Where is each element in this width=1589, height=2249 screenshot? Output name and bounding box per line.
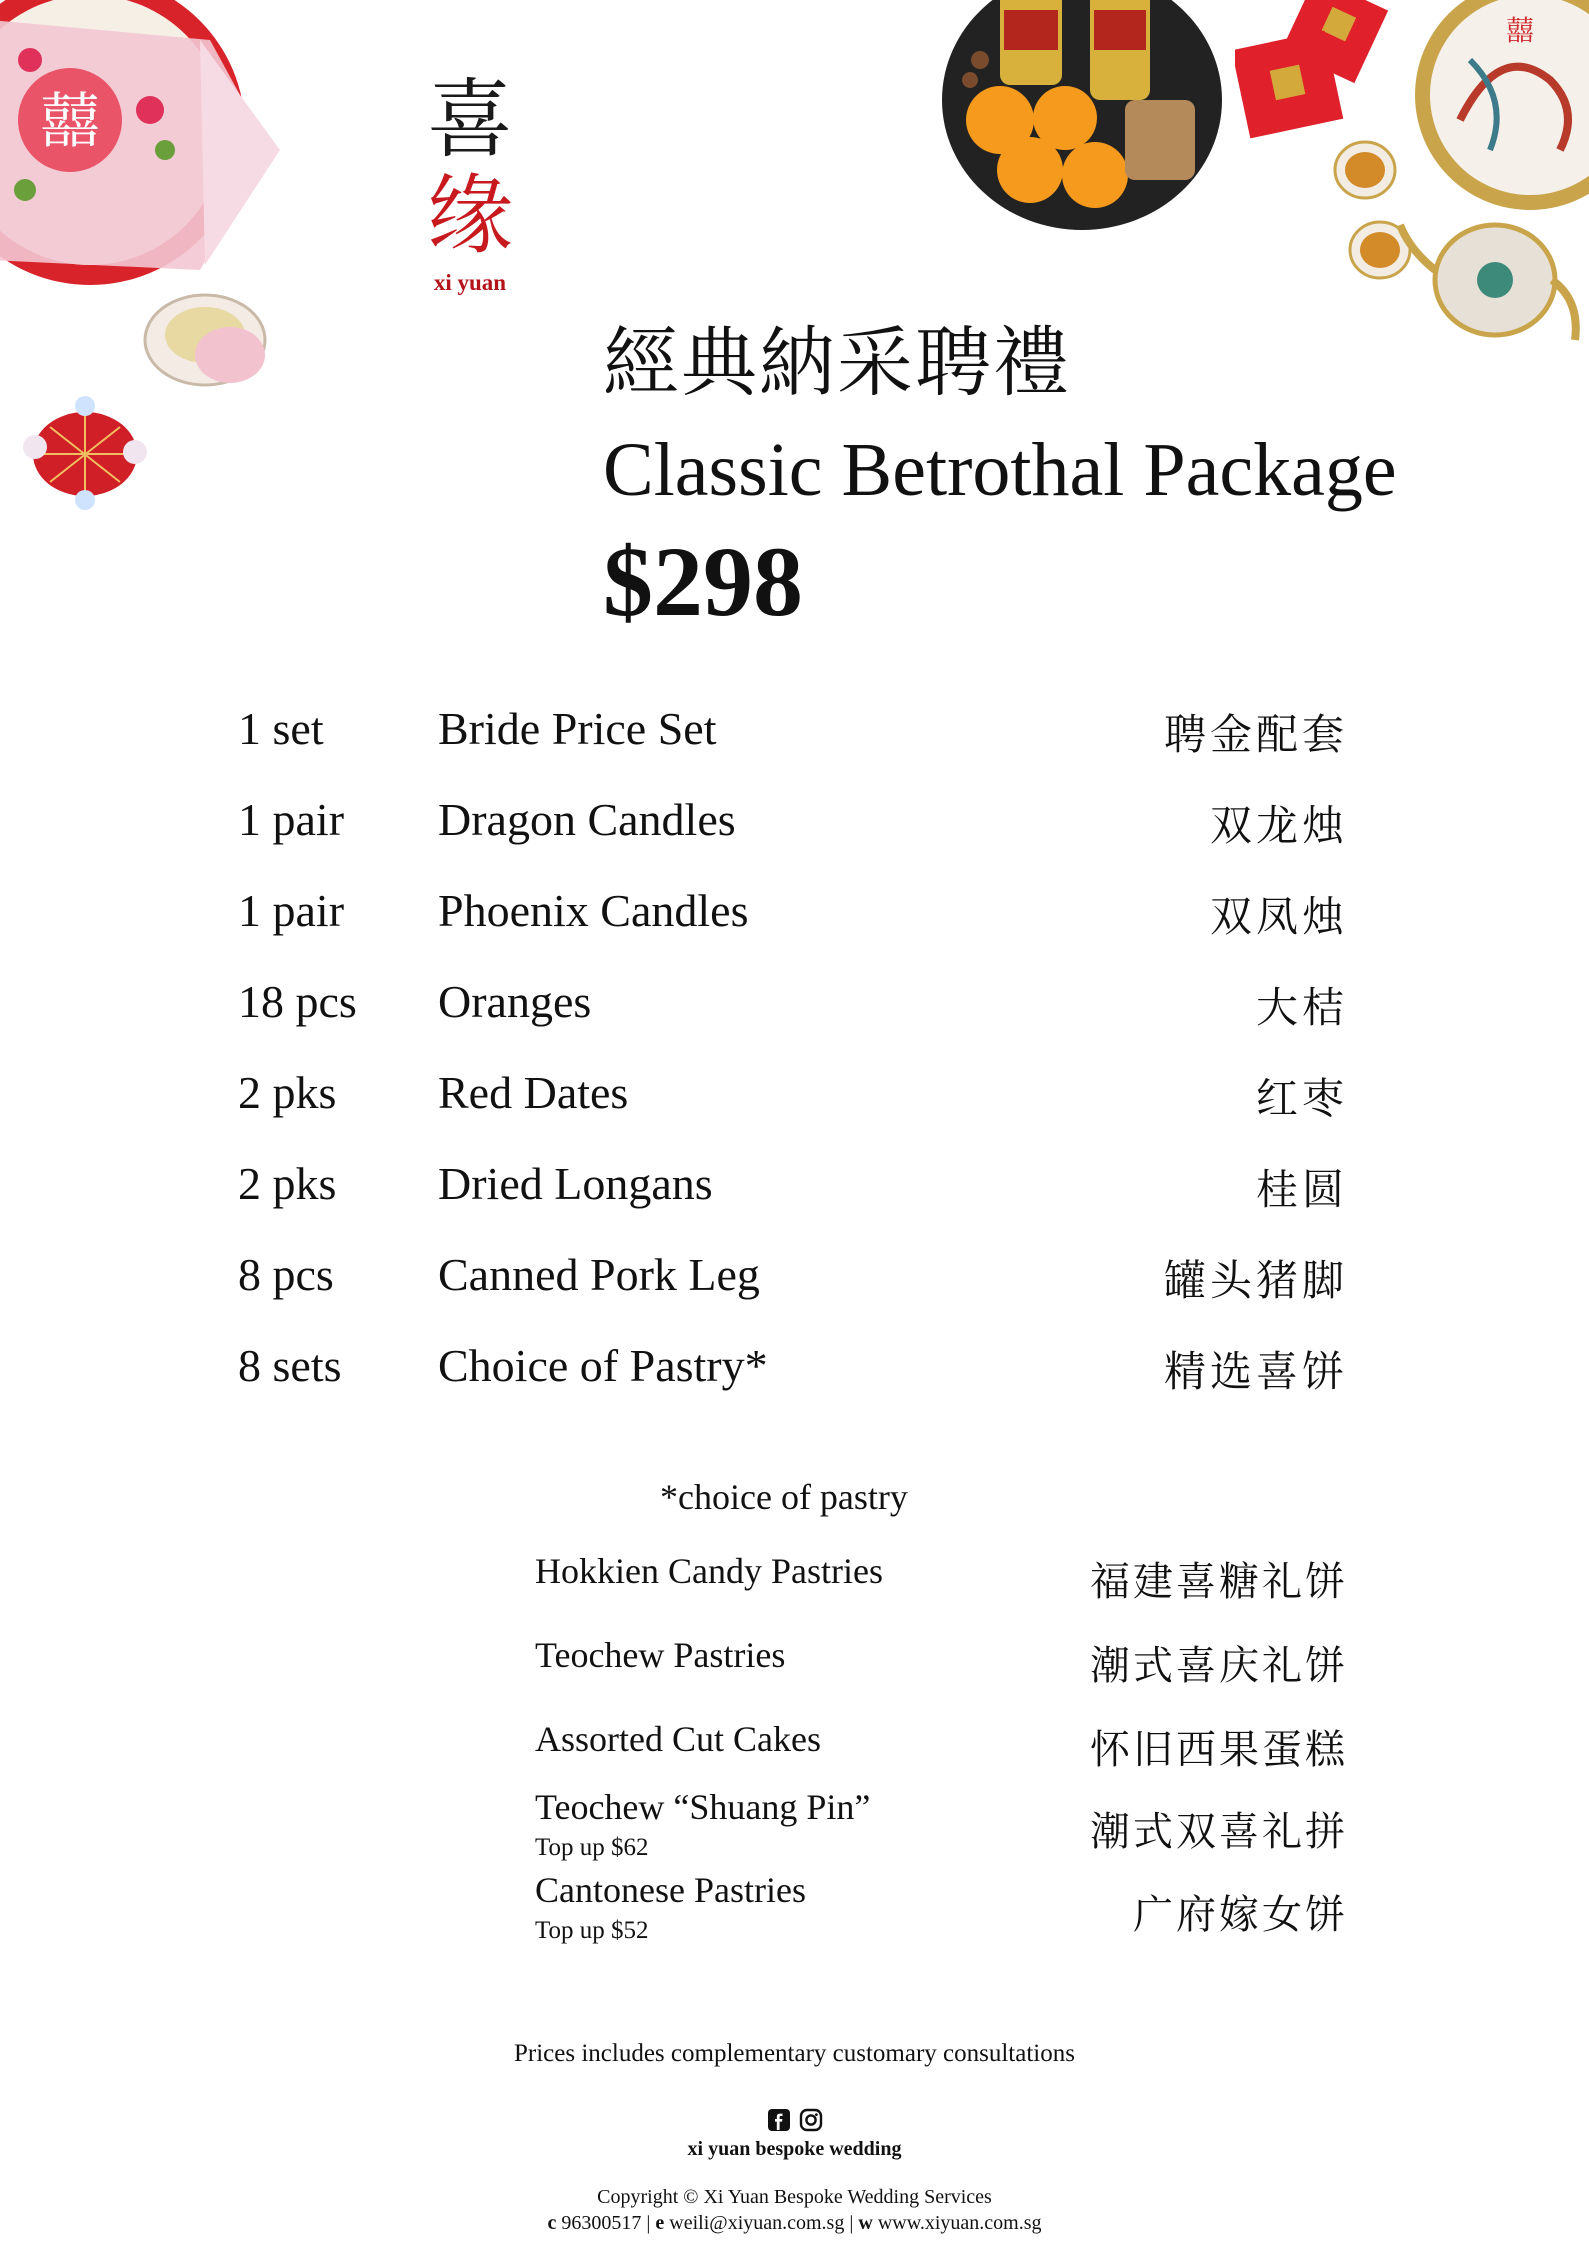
item-chinese: 精选喜饼: [1163, 1347, 1348, 1396]
item-qty: 8 pcs: [238, 1249, 334, 1300]
phone-number[interactable]: 96300517: [561, 2212, 642, 2234]
teapot-illustration: [1320, 130, 1589, 360]
item-chinese: 桂圆: [1255, 1165, 1348, 1214]
pastry-name: Hokkien Candy Pastries: [535, 1551, 883, 1591]
logo-char-top: 喜: [427, 70, 513, 170]
item-qty: 2 pks: [238, 1067, 337, 1118]
item-name: Dragon Candles: [438, 794, 736, 845]
list-item: [238, 793, 1348, 863]
logo-text: xi yuan: [433, 270, 507, 295]
item-qty: 8 sets: [238, 1340, 342, 1391]
copyright: Copyright © Xi Yuan Bespoke Wedding Services: [597, 2186, 992, 2208]
pastry-name: Cantonese Pastries: [535, 1870, 806, 1910]
item-chinese: 双龙烛: [1209, 801, 1348, 850]
pastry-chinese: 潮式喜庆礼饼: [1090, 1643, 1348, 1689]
item-name: Phoenix Candles: [438, 885, 749, 936]
red-plate-illustration: [0, 0, 290, 310]
item-name: Choice of Pastry*: [438, 1340, 768, 1391]
website-label: w: [858, 2212, 873, 2234]
list-item: [238, 702, 1348, 772]
item-name: Bride Price Set: [438, 703, 717, 754]
red-envelopes-illustration: [1235, 0, 1395, 140]
list-item: [238, 1157, 1348, 1227]
list-item: [238, 884, 1348, 954]
logo-char-bottom: 缘: [427, 166, 513, 266]
pastry-chinese: 福建喜糖礼饼: [1090, 1559, 1348, 1605]
pastry-name: Teochew “Shuang Pin”: [535, 1787, 871, 1827]
package-price: $298: [603, 526, 803, 637]
pastry-name: Teochew Pastries: [535, 1635, 786, 1675]
website-link[interactable]: www.xiyuan.com.sg: [877, 2212, 1042, 2234]
list-item: [238, 1339, 1348, 1409]
title-chinese: 經典納采聘禮: [603, 318, 1071, 407]
item-name: Dried Longans: [438, 1158, 713, 1209]
pastry-chinese: 怀旧西果蛋糕: [1090, 1727, 1348, 1773]
pastry-topup: Top up $62: [535, 1834, 649, 1861]
item-chinese: 大桔: [1255, 983, 1348, 1032]
consultation-note: Prices includes complementary customary consultations: [514, 2040, 1075, 2067]
contact-line: [0, 2212, 1589, 2235]
pastry-topup: Top up $52: [535, 1917, 649, 1944]
pastry-name: Assorted Cut Cakes: [535, 1719, 821, 1759]
item-name: Canned Pork Leg: [438, 1249, 760, 1300]
item-qty: 1 pair: [238, 794, 345, 845]
pastry-chinese: 潮式双喜礼拼: [1090, 1809, 1348, 1855]
email-link[interactable]: weili@xiyuan.com.sg: [669, 2212, 845, 2234]
brand-logo: [415, 72, 525, 296]
separator: |: [646, 2212, 651, 2234]
brand-name: xi yuan bespoke wedding: [687, 2138, 902, 2160]
svg-text:囍: 囍: [40, 87, 100, 157]
item-qty: 2 pks: [238, 1158, 337, 1209]
svg-text:囍: 囍: [1505, 14, 1535, 47]
phone-label: c: [547, 2212, 557, 2234]
tray-oranges-illustration: [940, 0, 1225, 235]
item-qty: 18 pcs: [238, 976, 357, 1027]
title-english: Classic Betrothal Package: [603, 428, 1397, 512]
item-qty: 1 pair: [238, 885, 345, 936]
list-item: [238, 1248, 1348, 1318]
pastry-chinese: 广府嫁女饼: [1133, 1892, 1348, 1938]
item-chinese: 罐头猪脚: [1163, 1256, 1348, 1305]
item-chinese: 红枣: [1255, 1074, 1348, 1123]
email-label: e: [655, 2212, 665, 2234]
item-name: Red Dates: [438, 1067, 629, 1118]
social-links: [0, 2108, 1589, 2132]
item-name: Oranges: [438, 976, 592, 1027]
facebook-icon[interactable]: [767, 2108, 791, 2132]
list-item: [238, 975, 1348, 1045]
tea-cup-illustration: [130, 280, 280, 400]
red-ornament-illustration: [20, 392, 150, 512]
item-chinese: 双凤烛: [1209, 892, 1348, 941]
item-qty: 1 set: [238, 703, 324, 754]
separator: |: [849, 2212, 854, 2234]
item-chinese: 聘金配套: [1163, 710, 1348, 759]
pastry-heading: *choice of pastry: [660, 1477, 908, 1517]
list-item: [238, 1066, 1348, 1136]
instagram-icon[interactable]: [799, 2108, 823, 2132]
